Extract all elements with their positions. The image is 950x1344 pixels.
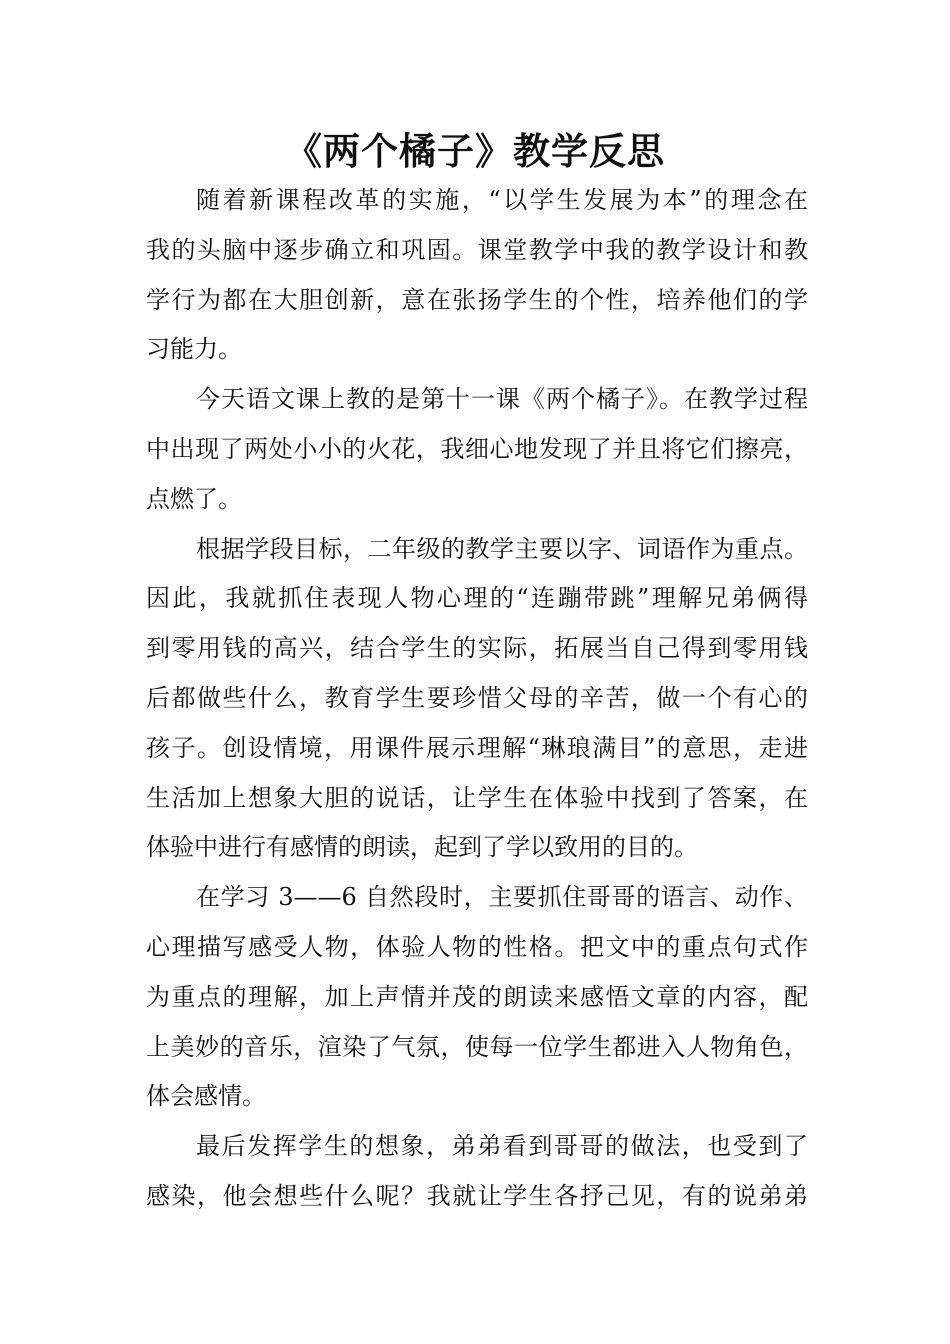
text-line: 体验中进行有感情的朗读，起到了学以致用的目的。 <box>146 833 698 862</box>
text-line: 后都做些什么，教育学生要珍惜父母的辛苦，做一个有心的 <box>146 683 808 712</box>
text-line: 感染，他会想些什么呢？我就让学生各抒己见，有的说弟弟 <box>146 1181 808 1210</box>
text-line: 上美妙的音乐，渲染了气氛，使每一位学生都进入人物角色， <box>146 1032 808 1061</box>
text-line: 点燃了。 <box>146 484 242 513</box>
text-line: 体会感情。 <box>146 1082 266 1111</box>
text-line: 学行为都在大胆创新，意在张扬学生的个性，培养他们的学 <box>146 285 808 314</box>
text-line: 最后发挥学生的想象，弟弟看到哥哥的做法，也受到了 <box>196 1132 808 1161</box>
text-line: 习能力。 <box>146 335 242 364</box>
text-line: 为重点的理解，加上声情并茂的朗读来感悟文章的内容，配 <box>146 982 808 1011</box>
document-body <box>146 176 808 1222</box>
text-line: 在学习 3——6 自然段时，主要抓住哥哥的语言、动作、 <box>196 883 808 912</box>
text-line: 到零用钱的高兴，结合学生的实际，拓展当自己得到零用钱 <box>146 634 808 663</box>
text-line: 生活加上想象大胆的说话，让学生在体验中找到了答案，在 <box>146 783 808 812</box>
text-line: 今天语文课上教的是第十一课《两个橘子》。在教学过程 <box>196 385 808 414</box>
text-line: 根据学段目标，二年级的教学主要以字、词语作为重点。 <box>196 534 808 563</box>
text-line: 随着新课程改革的实施，“以学生发展为本”的理念在 <box>196 186 808 214</box>
text-line: 我的头脑中逐步确立和巩固。课堂教学中我的教学设计和教 <box>146 235 808 264</box>
text-line: 因此，我就抓住表现人物心理的“连蹦带跳”理解兄弟俩得 <box>146 584 808 613</box>
text-line: 中出现了两处小小的火花，我细心地发现了并且将它们擦亮， <box>146 434 808 463</box>
text-line: 心理描写感受人物，体验人物的性格。把文中的重点句式作 <box>146 932 808 961</box>
document-title: 《两个橘子》教学反思 <box>285 129 665 173</box>
text-line: 孩子。创设情境，用课件展示理解“琳琅满目”的意思，走进 <box>146 733 808 762</box>
